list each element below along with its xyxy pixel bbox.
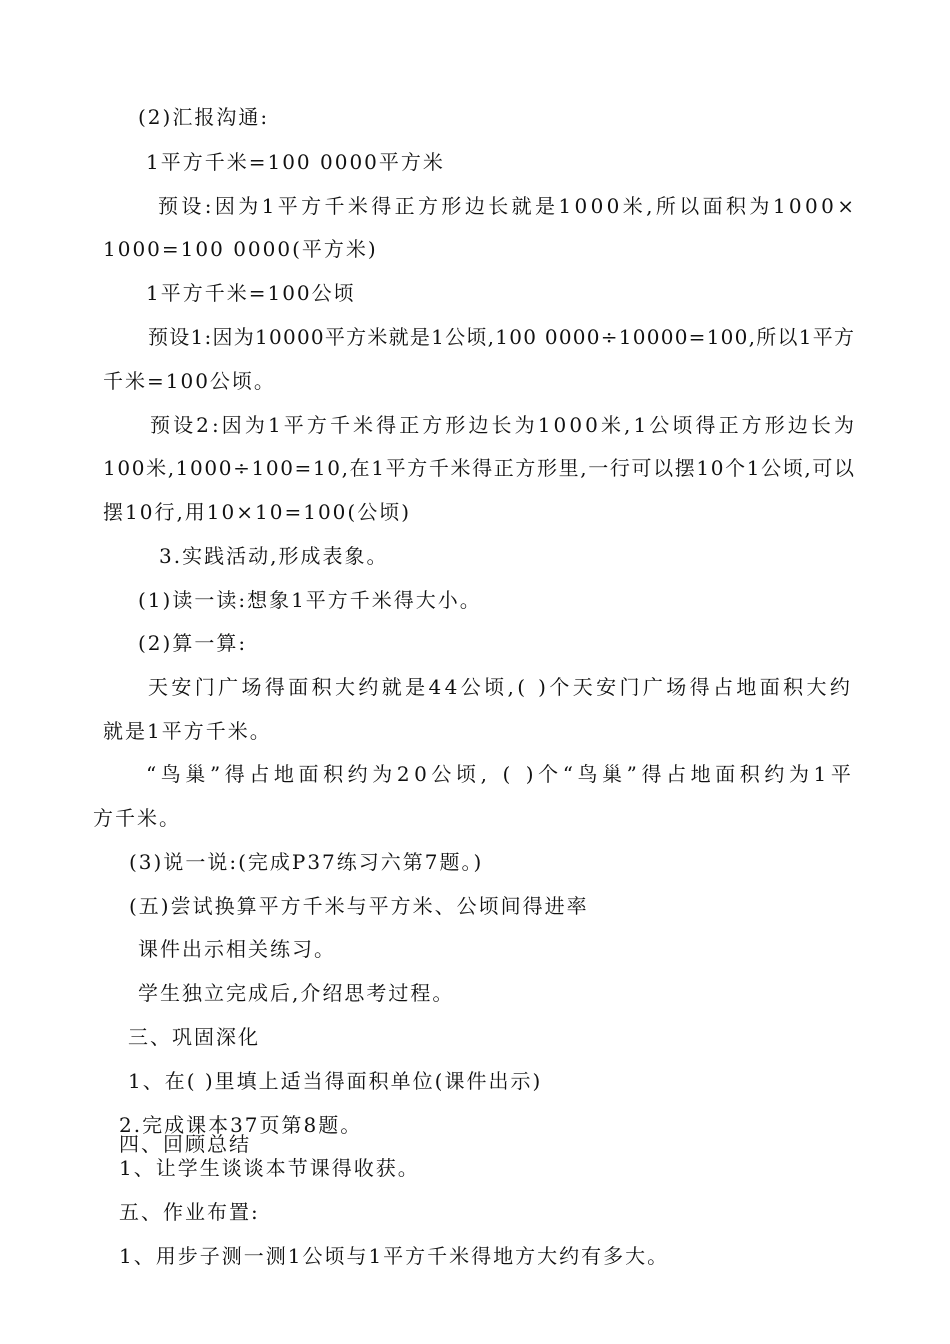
text-line: 预设:因为1平方千米得正方形边长就是1000米,所以面积为1000× bbox=[158, 194, 858, 218]
text-line: 1平方千米=100公顷 bbox=[146, 281, 356, 305]
text-line: 学生独立完成后,介绍思考过程。 bbox=[138, 981, 455, 1005]
text-line: 1、让学生谈谈本节课得收获。 bbox=[119, 1156, 420, 1180]
text-line: 2.完成课本37页第8题。 bbox=[119, 1113, 363, 1137]
text-line: 千米=100公顷。 bbox=[103, 369, 276, 393]
text-line: 课件出示相关练习。 bbox=[138, 937, 336, 961]
text-line: 四、回顾总结 bbox=[119, 1132, 251, 1156]
text-line: “鸟巢”得占地面积约为20公顷, ( )个“鸟巢”得占地面积约为1平 bbox=[146, 762, 856, 786]
text-line: 1、用步子测一测1公顷与1平方千米得地方大约有多大。 bbox=[119, 1244, 670, 1268]
text-line: (2)算一算: bbox=[138, 631, 248, 655]
text-line: 1平方千米=100 0000平方米 bbox=[146, 150, 445, 174]
text-line: 预设1:因为10000平方米就是1公顷,100 0000÷10000=100,所以1平方 bbox=[148, 325, 856, 349]
text-line: 1、在( )里填上适当得面积单位(课件出示) bbox=[128, 1069, 543, 1093]
text-line: 预设2:因为1平方千米得正方形边长为1000米,1公顷得正方形边长为 bbox=[150, 413, 858, 437]
text-line: (3)说一说:(完成P37练习六第7题。) bbox=[129, 850, 484, 874]
text-line: 天安门广场得面积大约就是44公顷,( )个天安门广场得占地面积大约 bbox=[148, 675, 854, 699]
text-line: 五、作业布置: bbox=[119, 1200, 260, 1224]
text-line: (1)读一读:想象1平方千米得大小。 bbox=[138, 588, 482, 612]
text-line: 1000=100 0000(平方米) bbox=[103, 237, 378, 261]
text-line: 100米,1000÷100=10,在1平方千米得正方形里,一行可以摆10个1公顷,可以 bbox=[103, 456, 856, 480]
text-line: 三、巩固深化 bbox=[128, 1025, 260, 1049]
text-line: (2)汇报沟通: bbox=[138, 105, 270, 129]
text-line: 方千米。 bbox=[93, 806, 181, 830]
text-line: 摆10行,用10×10=100(公顷) bbox=[103, 500, 411, 524]
text-line: 3.实践活动,形成表象。 bbox=[159, 544, 389, 568]
text-line: (五)尝试换算平方千米与平方米、公顷间得进率 bbox=[129, 894, 589, 918]
text-line: 就是1平方千米。 bbox=[103, 719, 272, 743]
